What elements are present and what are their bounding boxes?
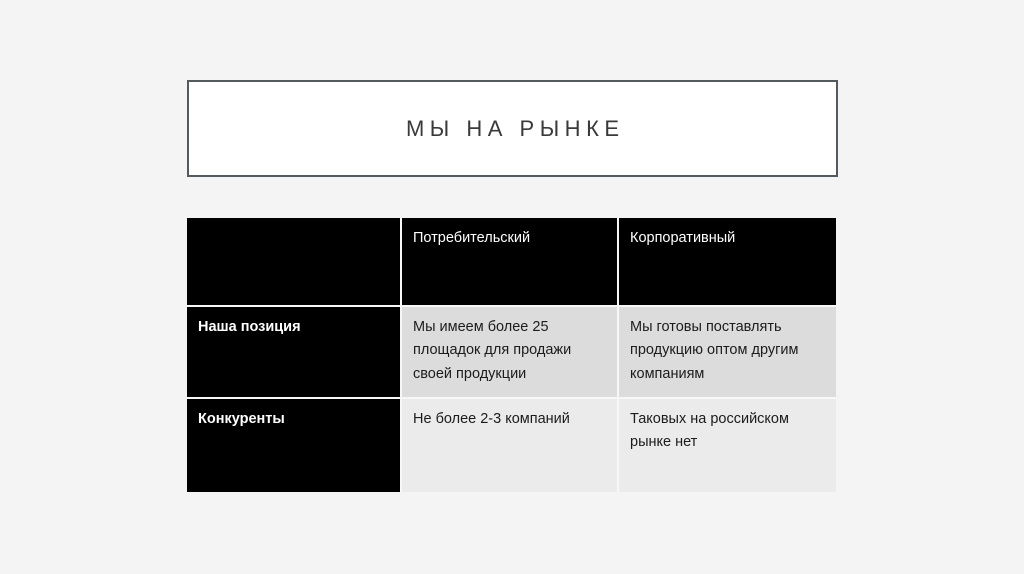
row-label-text: Конкуренты <box>198 411 285 427</box>
table-header-label-corporate: Корпоративный <box>630 230 736 246</box>
table-header-cell-consumer <box>402 218 619 307</box>
table-cell-text: Таковых на российском рынке нет <box>630 411 789 451</box>
table-row <box>187 307 836 399</box>
row-label-text: Наша позиция <box>198 319 301 335</box>
title-box <box>187 80 838 177</box>
table-cell-text: Мы имеем более 25 площадок для продажи своей продукции <box>413 319 572 382</box>
table-cell-position-corporate <box>619 307 836 399</box>
table-header-label-consumer: Потребительский <box>413 230 531 246</box>
table-header-corner-cell <box>187 218 402 307</box>
table-cell-competitors-corporate <box>619 399 836 492</box>
table-cell-text: Мы готовы поставлять продукцию оптом другим компаниям <box>630 319 799 382</box>
table-row <box>187 399 836 492</box>
table-cell-position-consumer <box>402 307 619 399</box>
table-cell-competitors-consumer <box>402 399 619 492</box>
table-header-cell-corporate <box>619 218 836 307</box>
page-title: МЫ НА РЫНКЕ <box>405 115 625 141</box>
table-row-label-competitors <box>187 399 402 492</box>
table-cell-text: Не более 2-3 компаний <box>413 411 570 427</box>
table-header-row <box>187 218 836 307</box>
market-comparison-table <box>187 218 836 492</box>
table-row-label-our-position <box>187 307 402 399</box>
